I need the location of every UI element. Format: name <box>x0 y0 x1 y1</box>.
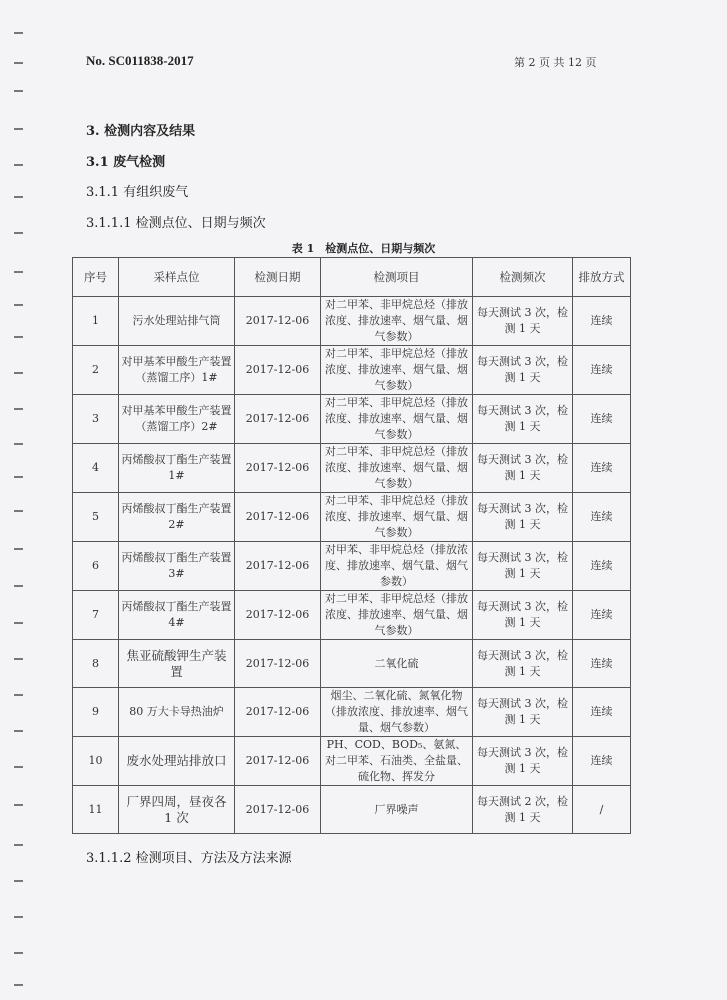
table-row <box>73 444 631 493</box>
scan-mark <box>14 443 23 445</box>
scan-mark <box>14 622 23 624</box>
table-caption: 表 1 检测点位、日期与频次 <box>291 242 436 255</box>
cell-items: PH、COD、BOD₅、氨氮、对二甲苯、石油类、全盐量、硫化物、挥发分 <box>321 737 473 786</box>
cell-no: 2 <box>73 346 119 395</box>
cell-point: 对甲基苯甲酸生产装置（蒸馏工序）2# <box>119 395 235 444</box>
scan-mark <box>14 408 23 410</box>
cell-mode: 连续 <box>573 444 631 493</box>
cell-point: 对甲基苯甲酸生产装置（蒸馏工序）1# <box>119 346 235 395</box>
column-header: 检测频次 <box>473 258 573 297</box>
cell-items: 对二甲苯、非甲烷总烃（排放浓度、排放速率、烟气量、烟气参数） <box>321 395 473 444</box>
column-header: 采样点位 <box>119 258 235 297</box>
column-header: 序号 <box>73 258 119 297</box>
cell-mode: / <box>573 786 631 834</box>
cell-freq: 每天测试 3 次，检测 1 天 <box>473 737 573 786</box>
cell-mode: 连续 <box>573 297 631 346</box>
scan-mark <box>14 32 23 34</box>
cell-point: 厂界四周，昼夜各 1 次 <box>119 786 235 834</box>
scan-mark <box>14 476 23 478</box>
cell-point: 污水处理站排气筒 <box>119 297 235 346</box>
cell-point: 焦亚硫酸钾生产装置 <box>119 640 235 688</box>
cell-freq: 每天测试 3 次，检测 1 天 <box>473 297 573 346</box>
cell-freq: 每天测试 3 次，检测 1 天 <box>473 493 573 542</box>
table-row <box>73 395 631 444</box>
cell-date: 2017-12-06 <box>235 444 321 493</box>
section-heading: 3.1.1.2 检测项目、方法及方法来源 <box>86 851 292 866</box>
cell-point: 丙烯酸叔丁酯生产装置 4# <box>119 591 235 640</box>
cell-date: 2017-12-06 <box>235 591 321 640</box>
cell-mode: 连续 <box>573 640 631 688</box>
cell-items: 对二甲苯、非甲烷总烃（排放浓度、排放速率、烟气量、烟气参数） <box>321 297 473 346</box>
scan-mark <box>14 804 23 806</box>
table-row <box>73 786 631 834</box>
cell-freq: 每天测试 3 次，检测 1 天 <box>473 444 573 493</box>
scan-mark <box>14 694 23 696</box>
scan-mark <box>14 766 23 768</box>
table-row <box>73 542 631 591</box>
cell-point: 丙烯酸叔丁酯生产装置 3# <box>119 542 235 591</box>
cell-mode: 连续 <box>573 688 631 737</box>
table-row <box>73 737 631 786</box>
cell-items: 对二甲苯、非甲烷总烃（排放浓度、排放速率、烟气量、烟气参数） <box>321 493 473 542</box>
cell-point: 丙烯酸叔丁酯生产装置 2# <box>119 493 235 542</box>
scan-mark <box>14 164 23 166</box>
scan-mark <box>14 336 23 338</box>
scan-mark <box>14 844 23 846</box>
cell-no: 1 <box>73 297 119 346</box>
scan-mark <box>14 304 23 306</box>
scan-mark <box>14 880 23 882</box>
cell-freq: 每天测试 3 次，检测 1 天 <box>473 542 573 591</box>
cell-point: 丙烯酸叔丁酯生产装置 1# <box>119 444 235 493</box>
scan-edge <box>0 0 34 1000</box>
cell-point: 80 万大卡导热油炉 <box>119 688 235 737</box>
scan-mark <box>14 196 23 198</box>
column-header: 检测项目 <box>321 258 473 297</box>
section-heading: 3. 检测内容及结果 <box>86 124 196 139</box>
scan-mark <box>14 271 23 273</box>
cell-date: 2017-12-06 <box>235 493 321 542</box>
cell-freq: 每天测试 2 次，检测 1 天 <box>473 786 573 834</box>
cell-no: 6 <box>73 542 119 591</box>
scan-mark <box>14 984 23 986</box>
scan-mark <box>14 658 23 660</box>
cell-no: 5 <box>73 493 119 542</box>
cell-items: 二氧化硫 <box>321 640 473 688</box>
scan-mark <box>14 90 23 92</box>
cell-mode: 连续 <box>573 395 631 444</box>
page-info: 第 2 页 共 12 页 <box>514 56 597 69</box>
cell-freq: 每天测试 3 次，检测 1 天 <box>473 688 573 737</box>
cell-mode: 连续 <box>573 591 631 640</box>
column-header: 检测日期 <box>235 258 321 297</box>
cell-date: 2017-12-06 <box>235 297 321 346</box>
scan-mark <box>14 952 23 954</box>
section-heading: 3.1 废气检测 <box>86 155 166 170</box>
cell-date: 2017-12-06 <box>235 688 321 737</box>
scan-mark <box>14 548 23 550</box>
cell-no: 8 <box>73 640 119 688</box>
cell-items: 对甲苯、非甲烷总烃（排放浓度、排放速率、烟气量、烟气参数） <box>321 542 473 591</box>
section-heading: 3.1.1.1 检测点位、日期与频次 <box>86 216 266 231</box>
cell-no: 9 <box>73 688 119 737</box>
scan-mark <box>14 730 23 732</box>
table-row <box>73 640 631 688</box>
cell-date: 2017-12-06 <box>235 542 321 591</box>
table-header-row <box>73 258 631 297</box>
section-heading: 3.1.1 有组织废气 <box>86 185 189 200</box>
scan-mark <box>14 510 23 512</box>
table-row <box>73 493 631 542</box>
scan-mark <box>14 372 23 374</box>
cell-mode: 连续 <box>573 346 631 395</box>
scan-mark <box>14 232 23 234</box>
report-number: No. SC011838-2017 <box>86 53 194 68</box>
cell-no: 3 <box>73 395 119 444</box>
cell-items: 对二甲苯、非甲烷总烃（排放浓度、排放速率、烟气量、烟气参数） <box>321 346 473 395</box>
cell-items: 对二甲苯、非甲烷总烃（排放浓度、排放速率、烟气量、烟气参数） <box>321 444 473 493</box>
cell-items: 厂界噪声 <box>321 786 473 834</box>
scan-mark <box>14 128 23 130</box>
cell-no: 7 <box>73 591 119 640</box>
column-header: 排放方式 <box>573 258 631 297</box>
table-row <box>73 346 631 395</box>
cell-mode: 连续 <box>573 737 631 786</box>
table-row <box>73 688 631 737</box>
cell-freq: 每天测试 3 次，检测 1 天 <box>473 640 573 688</box>
scan-mark <box>14 916 23 918</box>
table-row <box>73 297 631 346</box>
cell-date: 2017-12-06 <box>235 346 321 395</box>
cell-date: 2017-12-06 <box>235 640 321 688</box>
scan-mark <box>14 62 23 64</box>
cell-items: 对二甲苯、非甲烷总烃（排放浓度、排放速率、烟气量、烟气参数） <box>321 591 473 640</box>
cell-items: 烟尘、二氧化硫、氮氧化物（排放浓度、排放速率、烟气量、烟气参数） <box>321 688 473 737</box>
cell-date: 2017-12-06 <box>235 786 321 834</box>
cell-freq: 每天测试 3 次，检测 1 天 <box>473 591 573 640</box>
cell-no: 4 <box>73 444 119 493</box>
cell-point: 废水处理站排放口 <box>119 737 235 786</box>
cell-freq: 每天测试 3 次，检测 1 天 <box>473 346 573 395</box>
cell-date: 2017-12-06 <box>235 395 321 444</box>
scan-mark <box>14 585 23 587</box>
cell-no: 11 <box>73 786 119 834</box>
cell-no: 10 <box>73 737 119 786</box>
cell-freq: 每天测试 3 次，检测 1 天 <box>473 395 573 444</box>
detection-table <box>72 257 631 834</box>
cell-mode: 连续 <box>573 493 631 542</box>
cell-date: 2017-12-06 <box>235 737 321 786</box>
cell-mode: 连续 <box>573 542 631 591</box>
table-row <box>73 591 631 640</box>
